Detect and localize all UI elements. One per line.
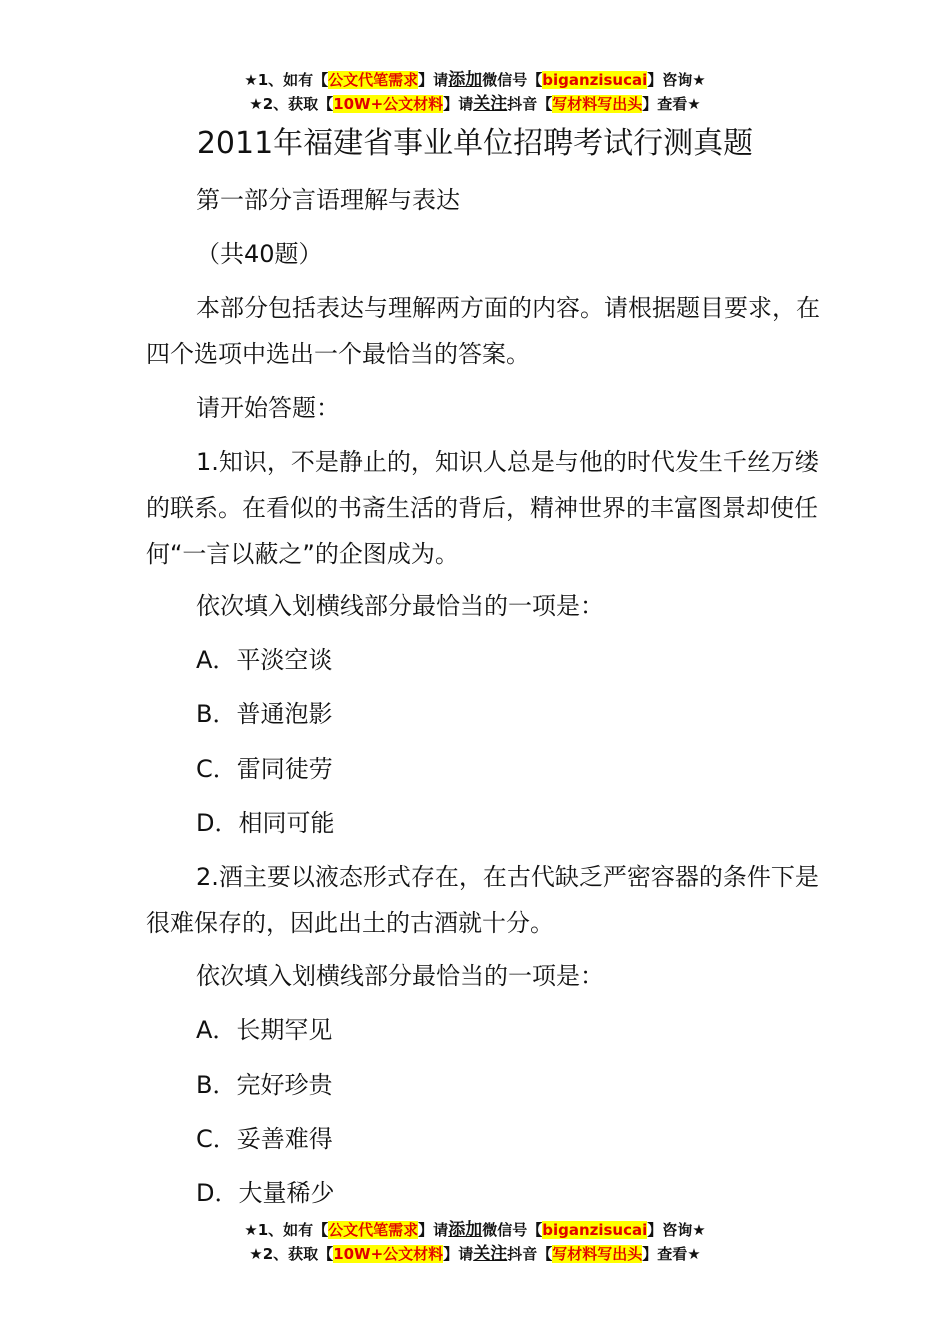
- question-count: （共40题）: [196, 240, 323, 268]
- banner-highlight: 写材料写出头: [552, 95, 643, 113]
- document-title: 2011年福建省事业单位招聘考试行测真题: [196, 126, 754, 161]
- banner-line-1: [0, 68, 950, 92]
- banner-emphasis: 关注: [473, 94, 508, 114]
- footer-banner: [0, 1218, 950, 1266]
- question-2-option-a: A．长期罕见: [196, 1016, 333, 1044]
- banner-text: 】请: [443, 95, 474, 113]
- banner-highlight: biganzisucai: [542, 1221, 648, 1239]
- banner-text: 】请: [443, 1245, 474, 1263]
- banner-emphasis: 关注: [473, 1244, 508, 1264]
- banner-text: ★1、如有【: [244, 1221, 329, 1239]
- banner-text: 微信号【: [482, 71, 543, 89]
- header-banner: [0, 68, 950, 116]
- question-1-option-a: A．平淡空谈: [196, 646, 333, 674]
- banner-text: 抖音【: [507, 1245, 553, 1263]
- banner-text: 】查看★: [642, 1245, 701, 1263]
- banner-highlight: 10W+公文材料: [333, 1245, 444, 1263]
- banner-emphasis: 添加: [448, 1220, 483, 1240]
- question-1-option-b: B．普通泡影: [196, 700, 333, 728]
- banner-line-2: [0, 1242, 950, 1266]
- question-1-stem: 1.知识，不是静止的，知识人总是与他的时代发生千丝万缕的联系。在看似的书斋生活的背后，精神世界的丰富图景却使任何“一言以蔽之”的企图成为。: [146, 448, 819, 568]
- banner-line-2: [0, 92, 950, 116]
- banner-text: 】请: [418, 71, 449, 89]
- banner-highlight: biganzisucai: [542, 71, 648, 89]
- banner-text: 抖音【: [507, 95, 553, 113]
- banner-text: 】咨询★: [647, 1221, 706, 1239]
- section-heading: 第一部分言语理解与表达: [196, 186, 460, 214]
- banner-highlight: 公文代笔需求: [328, 1221, 419, 1239]
- banner-text: 】查看★: [642, 95, 701, 113]
- banner-text: ★2、获取【: [249, 95, 334, 113]
- start-instruction: 请开始答题：: [196, 394, 340, 422]
- question-2-option-b: B．完好珍贵: [196, 1071, 333, 1099]
- banner-highlight: 写材料写出头: [552, 1245, 643, 1263]
- question-2-prompt: 依次填入划横线部分最恰当的一项是：: [196, 962, 604, 990]
- question-2-option-c: C．妥善难得: [196, 1125, 333, 1153]
- question-1-prompt: 依次填入划横线部分最恰当的一项是：: [196, 592, 604, 620]
- question-2-option-d: D．大量稀少: [196, 1179, 335, 1207]
- question-1-option-d: D．相同可能: [196, 809, 335, 837]
- banner-line-1: [0, 1218, 950, 1242]
- banner-text: 】请: [418, 1221, 449, 1239]
- intro-paragraph: 本部分包括表达与理解两方面的内容。请根据题目要求，在四个选项中选出一个最恰当的答案。: [146, 294, 820, 368]
- banner-text: ★2、获取【: [249, 1245, 334, 1263]
- banner-text: 微信号【: [482, 1221, 543, 1239]
- question-2-stem: 2.酒主要以液态形式存在，在古代缺乏严密容器的条件下是很难保存的，因此出土的古酒就十分。: [146, 863, 819, 937]
- banner-text: 】咨询★: [647, 71, 706, 89]
- question-1-option-c: C．雷同徒劳: [196, 755, 333, 783]
- banner-text: ★1、如有【: [244, 71, 329, 89]
- banner-highlight: 公文代笔需求: [328, 71, 419, 89]
- banner-highlight: 10W+公文材料: [333, 95, 444, 113]
- banner-emphasis: 添加: [448, 70, 483, 90]
